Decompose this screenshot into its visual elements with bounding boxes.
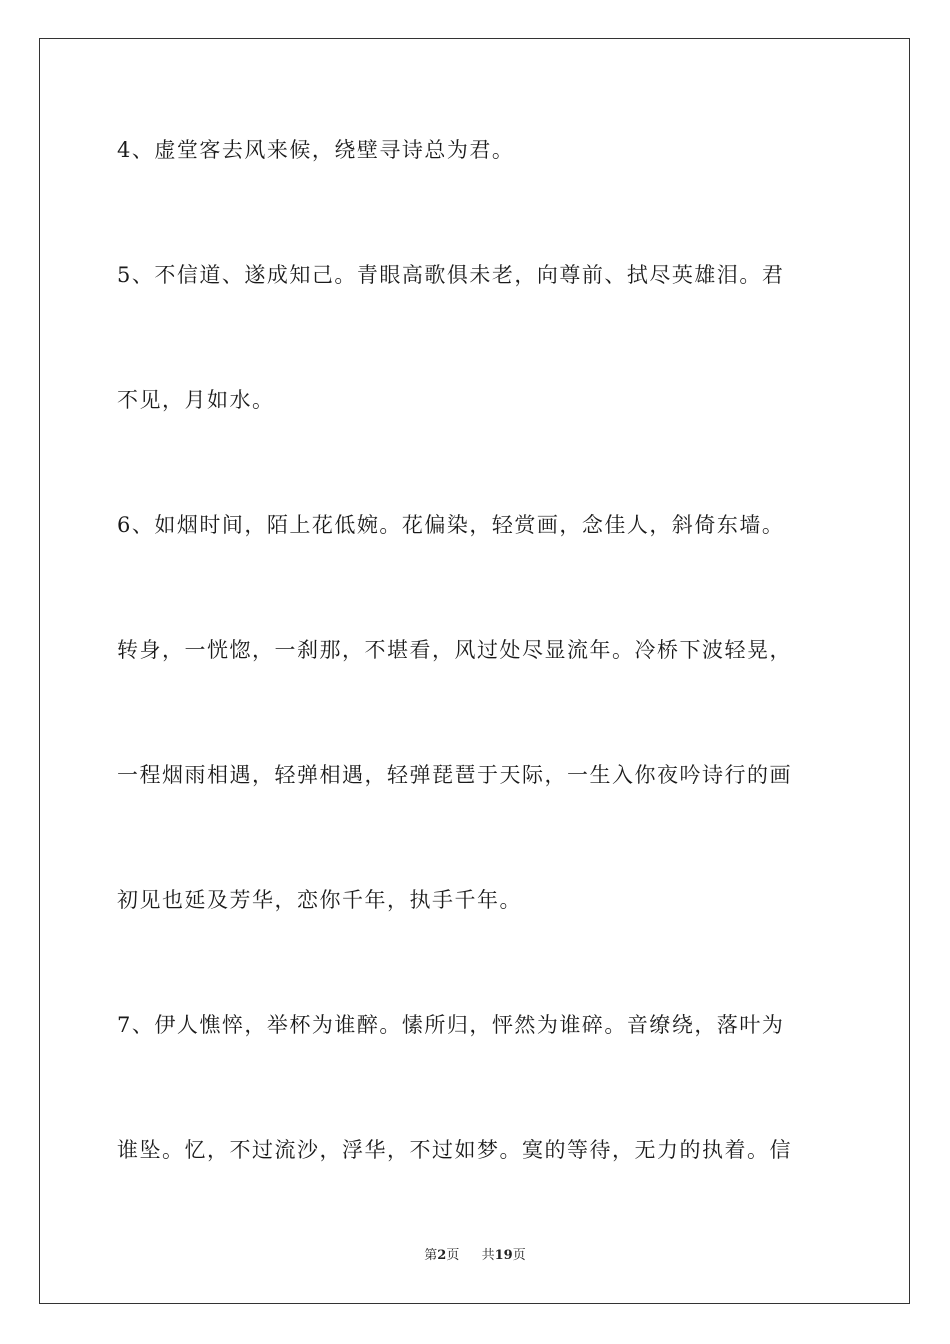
page-suffix: 页 bbox=[446, 1248, 460, 1263]
total-prefix: 共 bbox=[481, 1248, 495, 1263]
text-line-2: 5、不信道、遂成知己。青眼高歌俱未老，向尊前、拭尽英雄泪。君 bbox=[117, 263, 785, 287]
text-line-1: 4、虚堂客去风来候，绕壁寻诗总为君。 bbox=[117, 138, 515, 162]
page-border bbox=[39, 38, 910, 1304]
total-pages: 19 bbox=[494, 1248, 513, 1263]
page-footer bbox=[0, 1247, 950, 1265]
text-line-6: 一程烟雨相遇，轻弹相遇，轻弹琵琶于天际，一生入你夜吟诗行的画 bbox=[117, 763, 792, 787]
text-line-7: 初见也延及芳华，恋你千年，执手千年。 bbox=[117, 888, 522, 912]
total-suffix: 页 bbox=[512, 1248, 526, 1263]
text-line-9: 谁坠。忆，不过流沙，浮华，不过如梦。寞的等待，无力的执着。信 bbox=[117, 1138, 792, 1162]
text-line-3: 不见，月如水。 bbox=[117, 388, 275, 412]
text-line-5: 转身，一恍惚，一刹那，不堪看，风过处尽显流年。冷桥下波轻晃， bbox=[117, 638, 792, 662]
page-prefix: 第 bbox=[424, 1248, 438, 1263]
text-line-4: 6、如烟时间，陌上花低婉。花偏染，轻赏画，念佳人，斜倚东墙。 bbox=[117, 513, 785, 537]
page-number: 2 bbox=[437, 1248, 447, 1263]
text-line-8: 7、伊人憔悴，举杯为谁醉。愫所归，怦然为谁碎。音缭绕，落叶为 bbox=[117, 1013, 785, 1037]
